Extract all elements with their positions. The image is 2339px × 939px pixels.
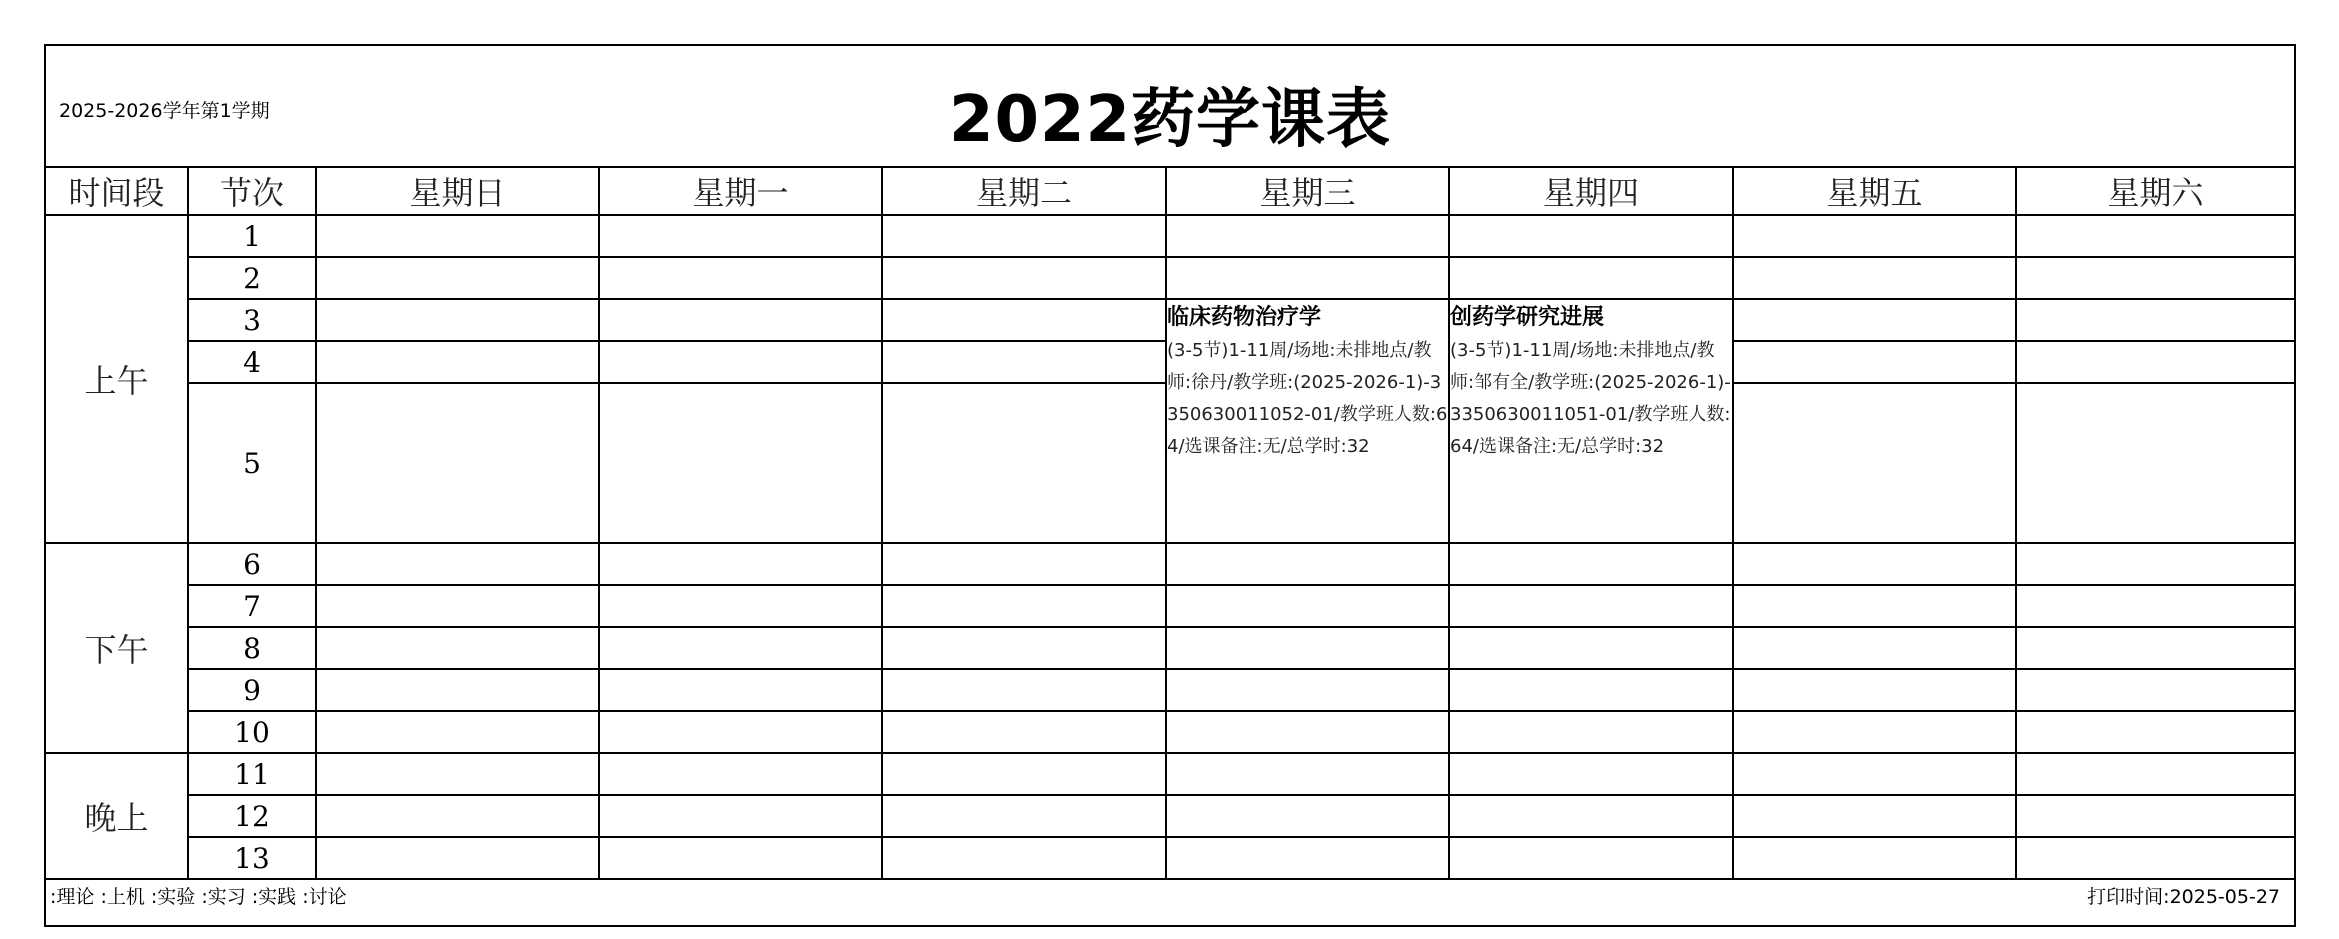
cell-empty [1166, 627, 1449, 669]
section-number: 3 [188, 299, 316, 341]
column-header-time-period: 时间段 [46, 167, 188, 215]
cell-empty [599, 585, 882, 627]
cell-empty [316, 627, 599, 669]
cell-empty [1166, 753, 1449, 795]
cell-empty [599, 669, 882, 711]
column-header-saturday: 星期六 [2016, 167, 2294, 215]
cell-empty [1166, 257, 1449, 299]
cell-empty [882, 257, 1166, 299]
course-name: 创药学研究进展 [1450, 305, 1605, 330]
course-block-wednesday[interactable] [1166, 299, 1449, 543]
cell-empty [2016, 795, 2294, 837]
cell-empty [316, 257, 599, 299]
cell-empty [1733, 299, 2016, 341]
cell-empty [882, 341, 1166, 383]
timetable-title: 2022药学课表 [948, 83, 1392, 157]
cell-empty [1449, 257, 1733, 299]
cell-empty [599, 257, 882, 299]
cell-empty [599, 837, 882, 879]
course-name: 临床药物治疗学 [1167, 305, 1322, 330]
column-header-tuesday: 星期二 [882, 167, 1166, 215]
cell-empty [882, 795, 1166, 837]
cell-empty [2016, 215, 2294, 257]
cell-empty [2016, 585, 2294, 627]
cell-empty [882, 383, 1166, 543]
timetable-sheet [44, 44, 2296, 927]
cell-empty [316, 543, 599, 585]
cell-empty [316, 585, 599, 627]
cell-empty [1166, 711, 1449, 753]
section-number: 9 [188, 669, 316, 711]
cell-empty [1733, 257, 2016, 299]
section-number: 5 [188, 383, 316, 543]
section-number: 10 [188, 711, 316, 753]
section-number: 4 [188, 341, 316, 383]
cell-empty [2016, 753, 2294, 795]
cell-empty [1449, 627, 1733, 669]
cell-empty [1166, 585, 1449, 627]
cell-empty [882, 543, 1166, 585]
cell-empty [316, 837, 599, 879]
print-time: 打印时间:2025-05-27 [2087, 886, 2280, 908]
column-header-wednesday: 星期三 [1166, 167, 1449, 215]
section-number: 13 [188, 837, 316, 879]
cell-empty [2016, 711, 2294, 753]
cell-empty [2016, 257, 2294, 299]
section-number: 6 [188, 543, 316, 585]
cell-empty [1733, 341, 2016, 383]
column-header-monday: 星期一 [599, 167, 882, 215]
section-number: 12 [188, 795, 316, 837]
period-morning: 上午 [46, 215, 188, 543]
cell-empty [2016, 627, 2294, 669]
cell-empty [599, 753, 882, 795]
cell-empty [882, 299, 1166, 341]
cell-empty [1166, 837, 1449, 879]
cell-empty [882, 753, 1166, 795]
cell-empty [316, 753, 599, 795]
cell-empty [1166, 215, 1449, 257]
cell-empty [316, 215, 599, 257]
cell-empty [2016, 543, 2294, 585]
cell-empty [1449, 585, 1733, 627]
period-evening: 晚上 [46, 753, 188, 879]
cell-empty [599, 711, 882, 753]
cell-empty [1449, 753, 1733, 795]
cell-empty [1449, 795, 1733, 837]
cell-empty [1733, 669, 2016, 711]
cell-empty [1449, 215, 1733, 257]
cell-empty [2016, 837, 2294, 879]
cell-empty [2016, 383, 2294, 543]
cell-empty [599, 627, 882, 669]
cell-empty [316, 299, 599, 341]
timetable-header [46, 46, 2294, 168]
section-number: 11 [188, 753, 316, 795]
cell-empty [1449, 669, 1733, 711]
term-label: 2025-2026学年第1学期 [59, 100, 270, 122]
cell-empty [1733, 837, 2016, 879]
section-number: 7 [188, 585, 316, 627]
course-type-legend: :理论 :上机 :实验 :实习 :实践 :讨论 [50, 886, 347, 908]
cell-empty [1733, 585, 2016, 627]
cell-empty [1733, 627, 2016, 669]
cell-empty [1733, 753, 2016, 795]
column-header-sunday: 星期日 [316, 167, 599, 215]
cell-empty [2016, 669, 2294, 711]
cell-empty [1166, 543, 1449, 585]
section-number: 2 [188, 257, 316, 299]
column-header-thursday: 星期四 [1449, 167, 1733, 215]
section-number: 8 [188, 627, 316, 669]
cell-empty [599, 299, 882, 341]
cell-empty [1733, 711, 2016, 753]
cell-empty [882, 711, 1166, 753]
cell-empty [599, 341, 882, 383]
cell-empty [882, 627, 1166, 669]
cell-empty [882, 837, 1166, 879]
course-detail: (3-5节)1-11周/场地:未排地点/教师:徐丹/教学班:(2025-2026-1)-3350630011052-01/教学班人数:64/选课备注:无/总学时:32 [1167, 340, 1448, 457]
cell-empty [2016, 341, 2294, 383]
cell-empty [1449, 543, 1733, 585]
cell-empty [316, 341, 599, 383]
cell-empty [1733, 215, 2016, 257]
cell-empty [1733, 383, 2016, 543]
cell-empty [1449, 711, 1733, 753]
course-detail: (3-5节)1-11周/场地:未排地点/教师:邹有全/教学班:(2025-2026-1)-3350630011051-01/教学班人数:64/选课备注:无/总学时:32 [1450, 340, 1731, 457]
column-header-section: 节次 [188, 167, 316, 215]
cell-empty [316, 711, 599, 753]
timetable-grid [46, 166, 2294, 880]
cell-empty [1166, 795, 1449, 837]
cell-empty [1449, 837, 1733, 879]
cell-empty [316, 795, 599, 837]
cell-empty [1166, 669, 1449, 711]
course-block-thursday[interactable] [1449, 299, 1733, 543]
cell-empty [316, 383, 599, 543]
cell-empty [1733, 795, 2016, 837]
cell-empty [882, 215, 1166, 257]
section-number: 1 [188, 215, 316, 257]
cell-empty [1733, 543, 2016, 585]
cell-empty [2016, 299, 2294, 341]
cell-empty [882, 669, 1166, 711]
column-header-friday: 星期五 [1733, 167, 2016, 215]
cell-empty [599, 383, 882, 543]
cell-empty [316, 669, 599, 711]
cell-empty [882, 585, 1166, 627]
cell-empty [599, 215, 882, 257]
period-afternoon: 下午 [46, 543, 188, 753]
cell-empty [599, 543, 882, 585]
cell-empty [599, 795, 882, 837]
